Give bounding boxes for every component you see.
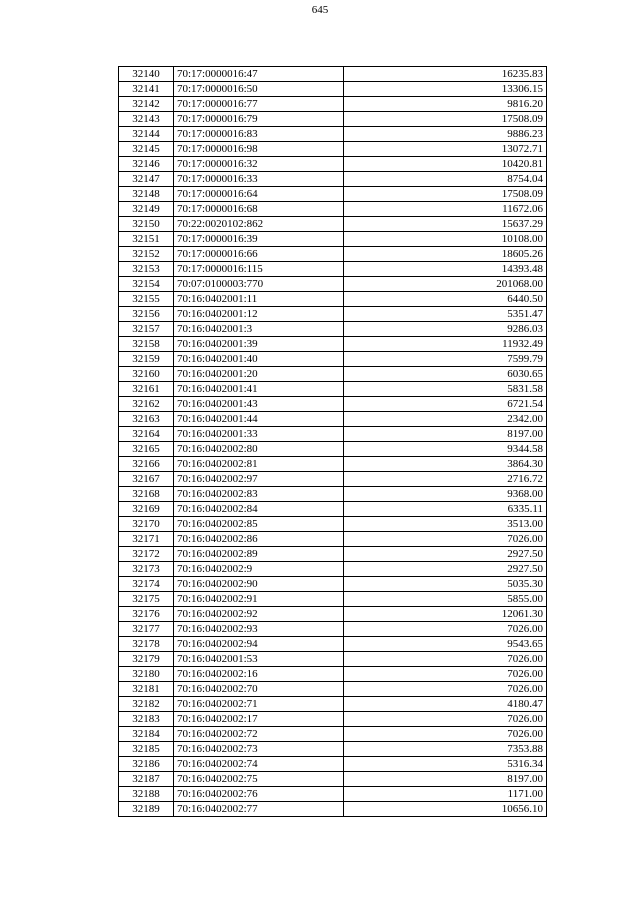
cadastral-number-cell: 70:16:0402002:72 (174, 727, 344, 742)
row-number-cell: 32174 (119, 577, 174, 592)
table-row (119, 187, 547, 202)
row-number-cell: 32189 (119, 802, 174, 817)
cadastral-value-cell: 7353.88 (344, 742, 547, 757)
table-row (119, 127, 547, 142)
table-row (119, 637, 547, 652)
cadastral-number-cell: 70:16:0402001:53 (174, 652, 344, 667)
row-number-cell: 32165 (119, 442, 174, 457)
cadastral-value-cell: 7026.00 (344, 652, 547, 667)
cadastral-value-cell: 6721.54 (344, 397, 547, 412)
table-row (119, 547, 547, 562)
row-number-cell: 32157 (119, 322, 174, 337)
cadastral-value-cell: 5351.47 (344, 307, 547, 322)
table-row (119, 577, 547, 592)
cadastral-number-cell: 70:17:0000016:66 (174, 247, 344, 262)
cadastral-number-cell: 70:16:0402002:70 (174, 682, 344, 697)
cadastral-number-cell: 70:16:0402001:11 (174, 292, 344, 307)
row-number-cell: 32140 (119, 67, 174, 82)
row-number-cell: 32173 (119, 562, 174, 577)
table-row (119, 97, 547, 112)
table-row (119, 607, 547, 622)
table-row (119, 367, 547, 382)
table-row (119, 772, 547, 787)
row-number-cell: 32163 (119, 412, 174, 427)
row-number-cell: 32183 (119, 712, 174, 727)
table-row (119, 397, 547, 412)
cadastral-value-cell: 6030.65 (344, 367, 547, 382)
row-number-cell: 32169 (119, 502, 174, 517)
cadastral-value-cell: 8197.00 (344, 772, 547, 787)
row-number-cell: 32154 (119, 277, 174, 292)
row-number-cell: 32170 (119, 517, 174, 532)
row-number-cell: 32181 (119, 682, 174, 697)
cadastral-value-cell: 15637.29 (344, 217, 547, 232)
cadastral-number-cell: 70:16:0402002:81 (174, 457, 344, 472)
row-number-cell: 32159 (119, 352, 174, 367)
row-number-cell: 32151 (119, 232, 174, 247)
cadastral-value-cell: 5831.58 (344, 382, 547, 397)
cadastral-value-cell: 7026.00 (344, 532, 547, 547)
cadastral-number-cell: 70:16:0402001:44 (174, 412, 344, 427)
cadastral-value-cell: 13072.71 (344, 142, 547, 157)
cadastral-number-cell: 70:16:0402002:92 (174, 607, 344, 622)
table-row (119, 352, 547, 367)
cadastral-value-cell: 2716.72 (344, 472, 547, 487)
cadastral-number-cell: 70:17:0000016:64 (174, 187, 344, 202)
cadastral-value-cell: 13306.15 (344, 82, 547, 97)
table-row (119, 217, 547, 232)
cadastral-value-cell: 9286.03 (344, 322, 547, 337)
table-row (119, 562, 547, 577)
table-row (119, 592, 547, 607)
cadastral-number-cell: 70:16:0402001:39 (174, 337, 344, 352)
row-number-cell: 32160 (119, 367, 174, 382)
table-row (119, 727, 547, 742)
cadastral-value-cell: 5316.34 (344, 757, 547, 772)
table-row (119, 277, 547, 292)
cadastral-number-cell: 70:17:0000016:32 (174, 157, 344, 172)
table-row (119, 157, 547, 172)
cadastral-value-cell: 6440.50 (344, 292, 547, 307)
cadastral-value-cell: 2927.50 (344, 562, 547, 577)
cadastral-number-cell: 70:16:0402002:84 (174, 502, 344, 517)
row-number-cell: 32164 (119, 427, 174, 442)
cadastral-value-cell: 1171.00 (344, 787, 547, 802)
row-number-cell: 32141 (119, 82, 174, 97)
table-row (119, 517, 547, 532)
cadastral-number-cell: 70:16:0402002:76 (174, 787, 344, 802)
cadastral-number-cell: 70:16:0402001:20 (174, 367, 344, 382)
row-number-cell: 32147 (119, 172, 174, 187)
cadastral-value-cell: 10108.00 (344, 232, 547, 247)
cadastral-value-cell: 16235.83 (344, 67, 547, 82)
row-number-cell: 32172 (119, 547, 174, 562)
table-row (119, 427, 547, 442)
row-number-cell: 32188 (119, 787, 174, 802)
table-row (119, 232, 547, 247)
cadastral-number-cell: 70:16:0402002:75 (174, 772, 344, 787)
cadastral-value-cell: 5035.30 (344, 577, 547, 592)
table-row (119, 322, 547, 337)
cadastral-value-cell: 7026.00 (344, 622, 547, 637)
row-number-cell: 32150 (119, 217, 174, 232)
cadastral-number-cell: 70:16:0402002:97 (174, 472, 344, 487)
table-row (119, 532, 547, 547)
cadastral-value-cell: 3513.00 (344, 517, 547, 532)
cadastral-value-cell: 8197.00 (344, 427, 547, 442)
cadastral-value-cell: 9543.65 (344, 637, 547, 652)
cadastral-value-cell: 5855.00 (344, 592, 547, 607)
cadastral-number-cell: 70:16:0402001:3 (174, 322, 344, 337)
row-number-cell: 32144 (119, 127, 174, 142)
cadastral-number-cell: 70:17:0000016:98 (174, 142, 344, 157)
row-number-cell: 32143 (119, 112, 174, 127)
table-row (119, 712, 547, 727)
table-row (119, 757, 547, 772)
row-number-cell: 32178 (119, 637, 174, 652)
table-body (119, 67, 547, 817)
cadastral-number-cell: 70:16:0402002:91 (174, 592, 344, 607)
cadastral-value-cell: 10420.81 (344, 157, 547, 172)
cadastral-number-cell: 70:16:0402002:77 (174, 802, 344, 817)
row-number-cell: 32153 (119, 262, 174, 277)
row-number-cell: 32175 (119, 592, 174, 607)
row-number-cell: 32155 (119, 292, 174, 307)
row-number-cell: 32162 (119, 397, 174, 412)
cadastral-value-cell: 7026.00 (344, 712, 547, 727)
cadastral-number-cell: 70:16:0402002:94 (174, 637, 344, 652)
table-row (119, 457, 547, 472)
cadastral-value-cell: 17508.09 (344, 112, 547, 127)
cadastral-value-cell: 7026.00 (344, 682, 547, 697)
row-number-cell: 32145 (119, 142, 174, 157)
cadastral-number-cell: 70:16:0402002:16 (174, 667, 344, 682)
cadastral-value-cell: 7026.00 (344, 727, 547, 742)
cadastral-number-cell: 70:17:0000016:77 (174, 97, 344, 112)
table-row (119, 67, 547, 82)
cadastral-number-cell: 70:17:0000016:33 (174, 172, 344, 187)
cadastral-number-cell: 70:17:0000016:115 (174, 262, 344, 277)
table-row (119, 652, 547, 667)
row-number-cell: 32149 (119, 202, 174, 217)
table-row (119, 82, 547, 97)
table-row (119, 472, 547, 487)
cadastral-value-cell: 4180.47 (344, 697, 547, 712)
row-number-cell: 32161 (119, 382, 174, 397)
row-number-cell: 32179 (119, 652, 174, 667)
cadastral-number-cell: 70:17:0000016:68 (174, 202, 344, 217)
row-number-cell: 32152 (119, 247, 174, 262)
row-number-cell: 32186 (119, 757, 174, 772)
cadastral-value-cell: 2927.50 (344, 547, 547, 562)
cadastral-value-cell: 14393.48 (344, 262, 547, 277)
cadastral-value-cell: 12061.30 (344, 607, 547, 622)
table-row (119, 172, 547, 187)
cadastral-value-cell: 6335.11 (344, 502, 547, 517)
cadastral-number-cell: 70:17:0000016:47 (174, 67, 344, 82)
table-row (119, 802, 547, 817)
table-row (119, 202, 547, 217)
cadastral-value-cell: 2342.00 (344, 412, 547, 427)
row-number-cell: 32171 (119, 532, 174, 547)
cadastral-value-cell: 11932.49 (344, 337, 547, 352)
cadastral-number-cell: 70:16:0402002:74 (174, 757, 344, 772)
row-number-cell: 32168 (119, 487, 174, 502)
table-row (119, 382, 547, 397)
table-row (119, 742, 547, 757)
row-number-cell: 32185 (119, 742, 174, 757)
cadastral-number-cell: 70:16:0402002:9 (174, 562, 344, 577)
page-number: 645 (311, 4, 329, 16)
cadastral-value-cell: 9886.23 (344, 127, 547, 142)
table-row (119, 502, 547, 517)
cadastral-number-cell: 70:07:0100003:770 (174, 277, 344, 292)
table-row (119, 262, 547, 277)
cadastral-number-cell: 70:16:0402001:33 (174, 427, 344, 442)
row-number-cell: 32184 (119, 727, 174, 742)
cadastral-number-cell: 70:16:0402002:85 (174, 517, 344, 532)
cadastral-value-cell: 9368.00 (344, 487, 547, 502)
cadastral-value-cell: 17508.09 (344, 187, 547, 202)
cadastral-number-cell: 70:16:0402002:83 (174, 487, 344, 502)
cadastral-value-cell: 3864.30 (344, 457, 547, 472)
table-row (119, 412, 547, 427)
cadastral-number-cell: 70:17:0000016:39 (174, 232, 344, 247)
cadastral-number-cell: 70:16:0402001:12 (174, 307, 344, 322)
row-number-cell: 32187 (119, 772, 174, 787)
table-row (119, 622, 547, 637)
cadastral-number-cell: 70:16:0402001:40 (174, 352, 344, 367)
row-number-cell: 32167 (119, 472, 174, 487)
table-row (119, 337, 547, 352)
table-row (119, 307, 547, 322)
cadastral-number-cell: 70:16:0402002:93 (174, 622, 344, 637)
cadastral-value-cell: 8754.04 (344, 172, 547, 187)
row-number-cell: 32177 (119, 622, 174, 637)
cadastral-number-cell: 70:16:0402002:80 (174, 442, 344, 457)
table-row (119, 142, 547, 157)
table-row (119, 112, 547, 127)
cadastral-number-cell: 70:17:0000016:79 (174, 112, 344, 127)
cadastral-number-cell: 70:17:0000016:50 (174, 82, 344, 97)
table-row (119, 292, 547, 307)
table-row (119, 487, 547, 502)
cadastral-number-cell: 70:16:0402001:43 (174, 397, 344, 412)
table-row (119, 697, 547, 712)
cadastral-number-cell: 70:17:0000016:83 (174, 127, 344, 142)
cadastral-value-table (118, 66, 547, 817)
cadastral-number-cell: 70:16:0402002:89 (174, 547, 344, 562)
table-row (119, 667, 547, 682)
table-row (119, 442, 547, 457)
cadastral-value-cell: 9816.20 (344, 97, 547, 112)
cadastral-value-cell: 9344.58 (344, 442, 547, 457)
row-number-cell: 32148 (119, 187, 174, 202)
cadastral-number-cell: 70:16:0402001:41 (174, 382, 344, 397)
row-number-cell: 32176 (119, 607, 174, 622)
cadastral-value-cell: 18605.26 (344, 247, 547, 262)
cadastral-number-cell: 70:16:0402002:73 (174, 742, 344, 757)
row-number-cell: 32158 (119, 337, 174, 352)
cadastral-value-cell: 7599.79 (344, 352, 547, 367)
cadastral-value-cell: 201068.00 (344, 277, 547, 292)
table-row (119, 247, 547, 262)
cadastral-number-cell: 70:16:0402002:90 (174, 577, 344, 592)
row-number-cell: 32182 (119, 697, 174, 712)
table-row (119, 787, 547, 802)
cadastral-number-cell: 70:16:0402002:86 (174, 532, 344, 547)
row-number-cell: 32142 (119, 97, 174, 112)
row-number-cell: 32156 (119, 307, 174, 322)
row-number-cell: 32180 (119, 667, 174, 682)
table-row (119, 682, 547, 697)
cadastral-number-cell: 70:16:0402002:71 (174, 697, 344, 712)
row-number-cell: 32166 (119, 457, 174, 472)
row-number-cell: 32146 (119, 157, 174, 172)
cadastral-value-cell: 7026.00 (344, 667, 547, 682)
cadastral-value-cell: 10656.10 (344, 802, 547, 817)
cadastral-value-cell: 11672.06 (344, 202, 547, 217)
cadastral-number-cell: 70:22:0020102:862 (174, 217, 344, 232)
cadastral-number-cell: 70:16:0402002:17 (174, 712, 344, 727)
